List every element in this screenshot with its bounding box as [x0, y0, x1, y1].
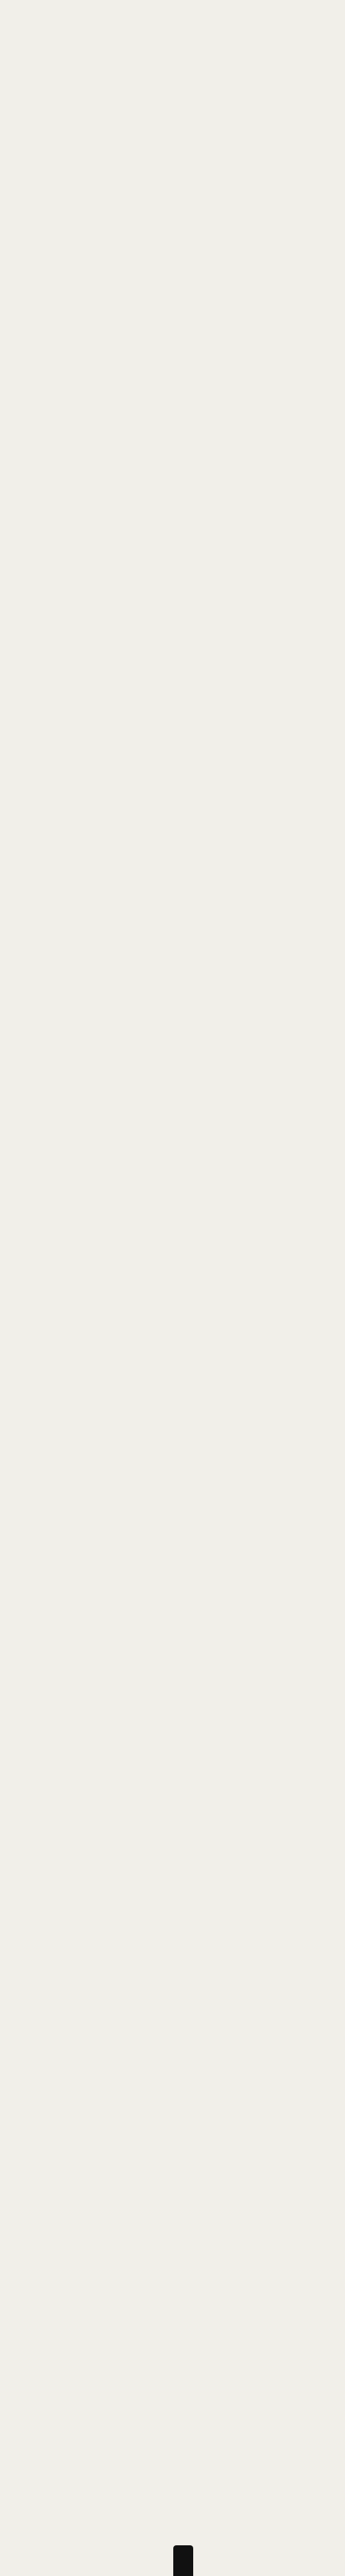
ink-smudge: [173, 2545, 193, 2576]
